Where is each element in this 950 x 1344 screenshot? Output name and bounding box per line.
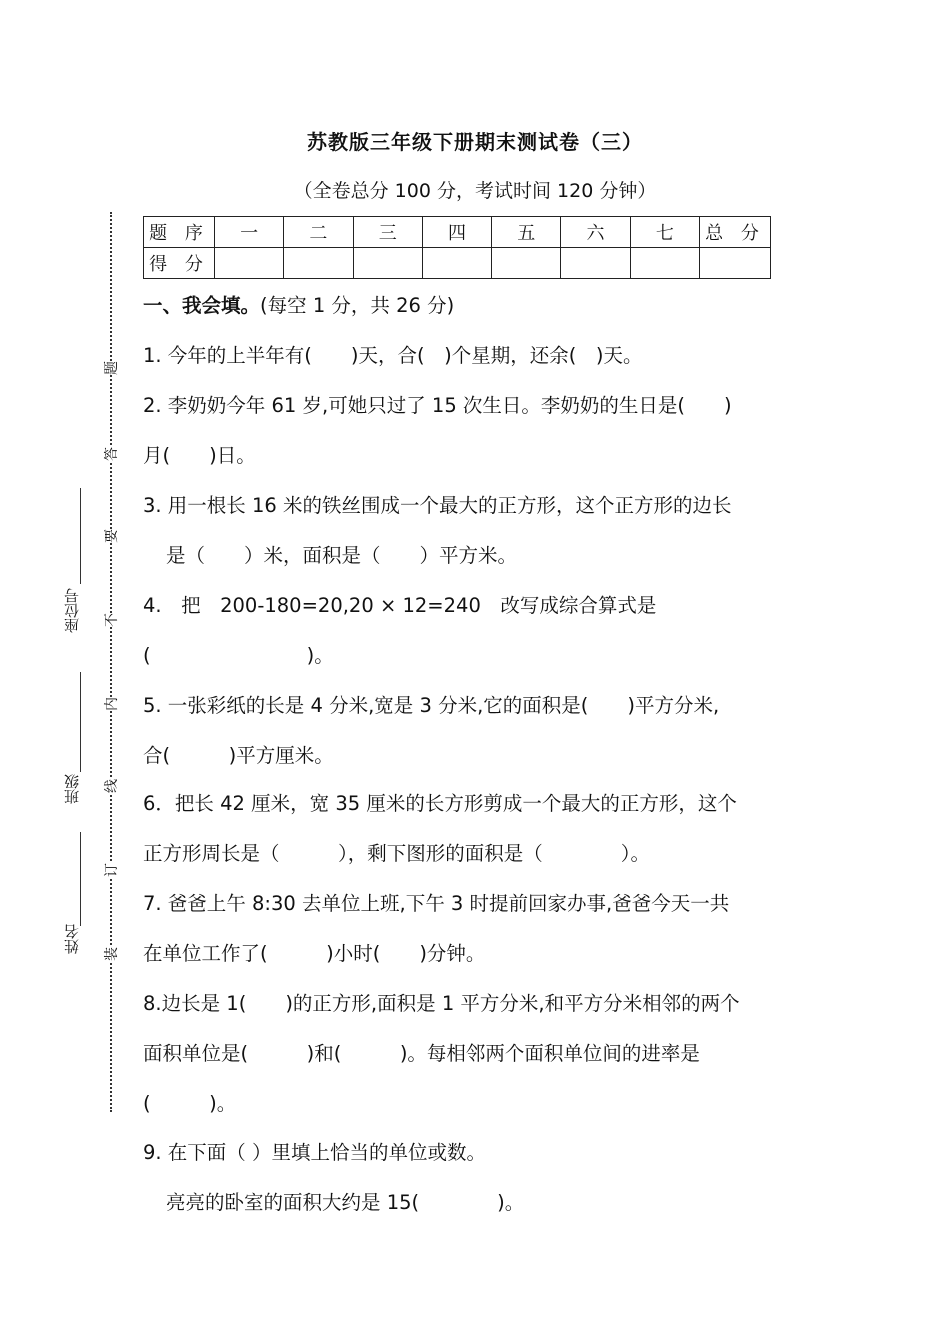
- question-8-line-3: ( )。: [143, 1092, 237, 1115]
- binding-char: 答: [101, 447, 121, 461]
- question-7-line-2: 在单位工作了( )小时( )分钟。: [143, 942, 486, 965]
- score-cell-header: 七: [630, 217, 699, 248]
- binding-char: 线: [101, 779, 121, 793]
- score-cell-header: 三: [353, 217, 422, 248]
- class-blank[interactable]: [80, 672, 81, 772]
- score-cell-label: 题 序: [144, 217, 215, 248]
- score-input-cell[interactable]: [630, 248, 699, 279]
- binding-dotted-line: [110, 212, 112, 1112]
- binding-char: 要: [101, 529, 121, 543]
- score-input-cell[interactable]: [561, 248, 630, 279]
- question-1: 1. 今年的上半年有( )天，合( )个星期，还余( )天。: [143, 344, 643, 367]
- binding-char: 不: [101, 613, 121, 627]
- score-input-cell[interactable]: [422, 248, 491, 279]
- score-table: [143, 216, 771, 279]
- seat-number-label: 座位号: [62, 588, 81, 633]
- score-input-cell[interactable]: [215, 248, 284, 279]
- exam-title: 苏教版三年级下册期末测试卷（三）: [307, 130, 643, 154]
- question-7-line-1: 7. 爸爸上午 8:30 去单位上班,下午 3 时提前回家办事,爸爸今天一共: [143, 892, 730, 915]
- section-title: 一、我会填。: [143, 294, 261, 317]
- name-label: 姓名: [62, 924, 81, 954]
- question-8-line-1: 8.边长是 1( )的正方形,面积是 1 平方分米,和平方分米相邻的两个: [143, 992, 740, 1015]
- binding-char: 题: [101, 361, 121, 375]
- question-5-line-2: 合( )平方厘米。: [143, 744, 334, 767]
- question-2-line-1: 2. 李奶奶今年 61 岁,可她只过了 15 次生日。李奶奶的生日是( ): [143, 394, 732, 417]
- score-input-cell[interactable]: [492, 248, 561, 279]
- score-input-cell[interactable]: [353, 248, 422, 279]
- score-cell-header: 五: [492, 217, 561, 248]
- score-table-score-row: [144, 248, 771, 279]
- score-cell-header: 一: [215, 217, 284, 248]
- question-3-line-1: 3. 用一根长 16 米的铁丝围成一个最大的正方形，这个正方形的边长: [143, 494, 732, 517]
- question-5-line-1: 5. 一张彩纸的长是 4 分米,宽是 3 分米,它的面积是( )平方分米,: [143, 694, 720, 717]
- score-table-header-row: [144, 217, 771, 248]
- score-input-cell[interactable]: [284, 248, 353, 279]
- question-2-line-2: 月( )日。: [143, 444, 256, 467]
- section-heading: [143, 296, 807, 316]
- question-4-line-1: 4. 把 200-180=20,20 × 12=240 改写成综合算式是: [143, 594, 657, 617]
- question-4-line-2: ( )。: [143, 644, 334, 667]
- question-6-line-1: 6．把长 42 厘米，宽 35 厘米的长方形剪成一个最大的正方形，这个: [143, 792, 737, 815]
- score-cell-total: 总 分: [700, 217, 771, 248]
- question-6-line-2: 正方形周长是（ ），剩下图形的面积是（ ）。: [143, 842, 651, 865]
- exam-subtitle: （全卷总分 100 分，考试时间 120 分钟）: [293, 180, 657, 202]
- question-9-item-1: 亮亮的卧室的面积大约是 15( )。: [166, 1191, 525, 1214]
- score-cell-header: 四: [422, 217, 491, 248]
- score-row-label: 得 分: [144, 248, 215, 279]
- binding-char: 内: [101, 697, 121, 711]
- name-blank[interactable]: [80, 832, 81, 926]
- question-3-line-2: 是（ ）米，面积是（ ）平方米。: [166, 544, 518, 567]
- score-input-cell[interactable]: [700, 248, 771, 279]
- question-9: 9. 在下面（ ）里填上恰当的单位或数。: [143, 1141, 487, 1164]
- binding-char: 装: [101, 947, 121, 961]
- seat-number-blank[interactable]: [80, 488, 81, 584]
- score-cell-header: 六: [561, 217, 630, 248]
- question-8-line-2: 面积单位是( )和( )。每相邻两个面积单位间的进率是: [143, 1042, 700, 1065]
- score-cell-header: 二: [284, 217, 353, 248]
- section-note: (每空 1 分，共 26 分): [260, 294, 455, 317]
- binding-char: 订: [101, 863, 121, 877]
- class-label: 班级: [62, 774, 81, 804]
